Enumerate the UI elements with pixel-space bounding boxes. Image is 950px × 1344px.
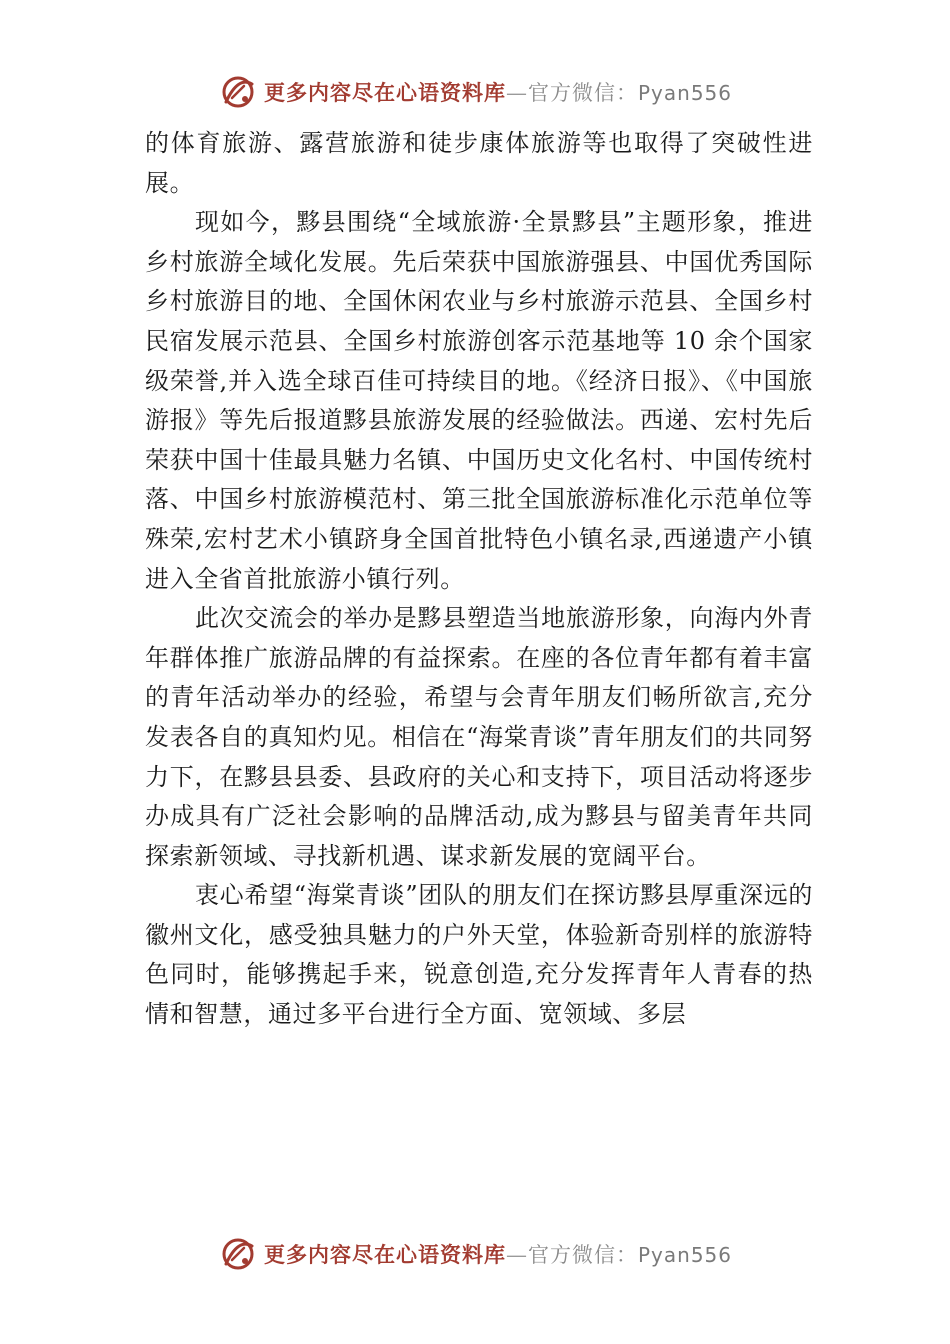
- brand-logo-icon: [218, 1234, 258, 1274]
- footer-watermark: [0, 1232, 950, 1276]
- document-body: [145, 124, 813, 1035]
- paragraph-closing-wishes: 衷心希望“海棠青谈”团队的朋友们在探访黟县厚重深远的徽州文化，感受独具魅力的户外天堂，体验新奇别样的旅游特色同时，能够携起手来，锐意创造,充分发挥青年人青春的热情和智慧，通过多平台进行全方面、宽领域、多层: [145, 881, 813, 1029]
- paragraph-tourism-honors: 现如今，黟县围绕“全域旅游·全景黟县”主题形象，推进乡村旅游全域化发展。先后荣获中国旅游强县、中国优秀国际乡村旅游目的地、全国休闲农业与乡村旅游示范县、全国乡村民宿发展示范县、全国乡村旅游创客示范基地等 10 余个国家级荣誉,并入选全球百佳可持续目的地。《经济日报》、《中国旅游报》等先后报道黟县旅游发展的经验做法。西递、宏村先后荣获中国十佳最具魅力名镇、中国历史文化名村、中国传统村落、中国乡村旅游模范村、第三批全国旅游标准化示范单位等殊荣,宏村艺术小镇跻身全国首批特色小镇名录,西递遗产小镇进入全省首批旅游小镇行列。: [145, 208, 813, 593]
- header-watermark: [0, 70, 950, 114]
- paragraph-continuation: 的体育旅游、露营旅游和徒步康体旅游等也取得了突破性进展。: [145, 129, 813, 197]
- header-watermark-text: 更多内容尽在心语资料库—官方微信：Pyan556: [263, 80, 732, 105]
- footer-watermark-text: 更多内容尽在心语资料库—官方微信：Pyan556: [263, 1242, 732, 1267]
- paragraph-exchange-meeting: 此次交流会的举办是黟县塑造当地旅游形象，向海内外青年群体推广旅游品牌的有益探索。在座的各位青年都有着丰富的青年活动举办的经验，希望与会青年朋友们畅所欲言,充分发表各自的真知灼见。相信在“海棠青谈”青年朋友们的共同努力下，在黟县县委、县政府的关心和支持下，项目活动将逐步办成具有广泛社会影响的品牌活动,成为黟县与留美青年共同探索新领域、寻找新机遇、谋求新发展的宽阔平台。: [145, 604, 813, 870]
- brand-logo-icon: [218, 72, 258, 112]
